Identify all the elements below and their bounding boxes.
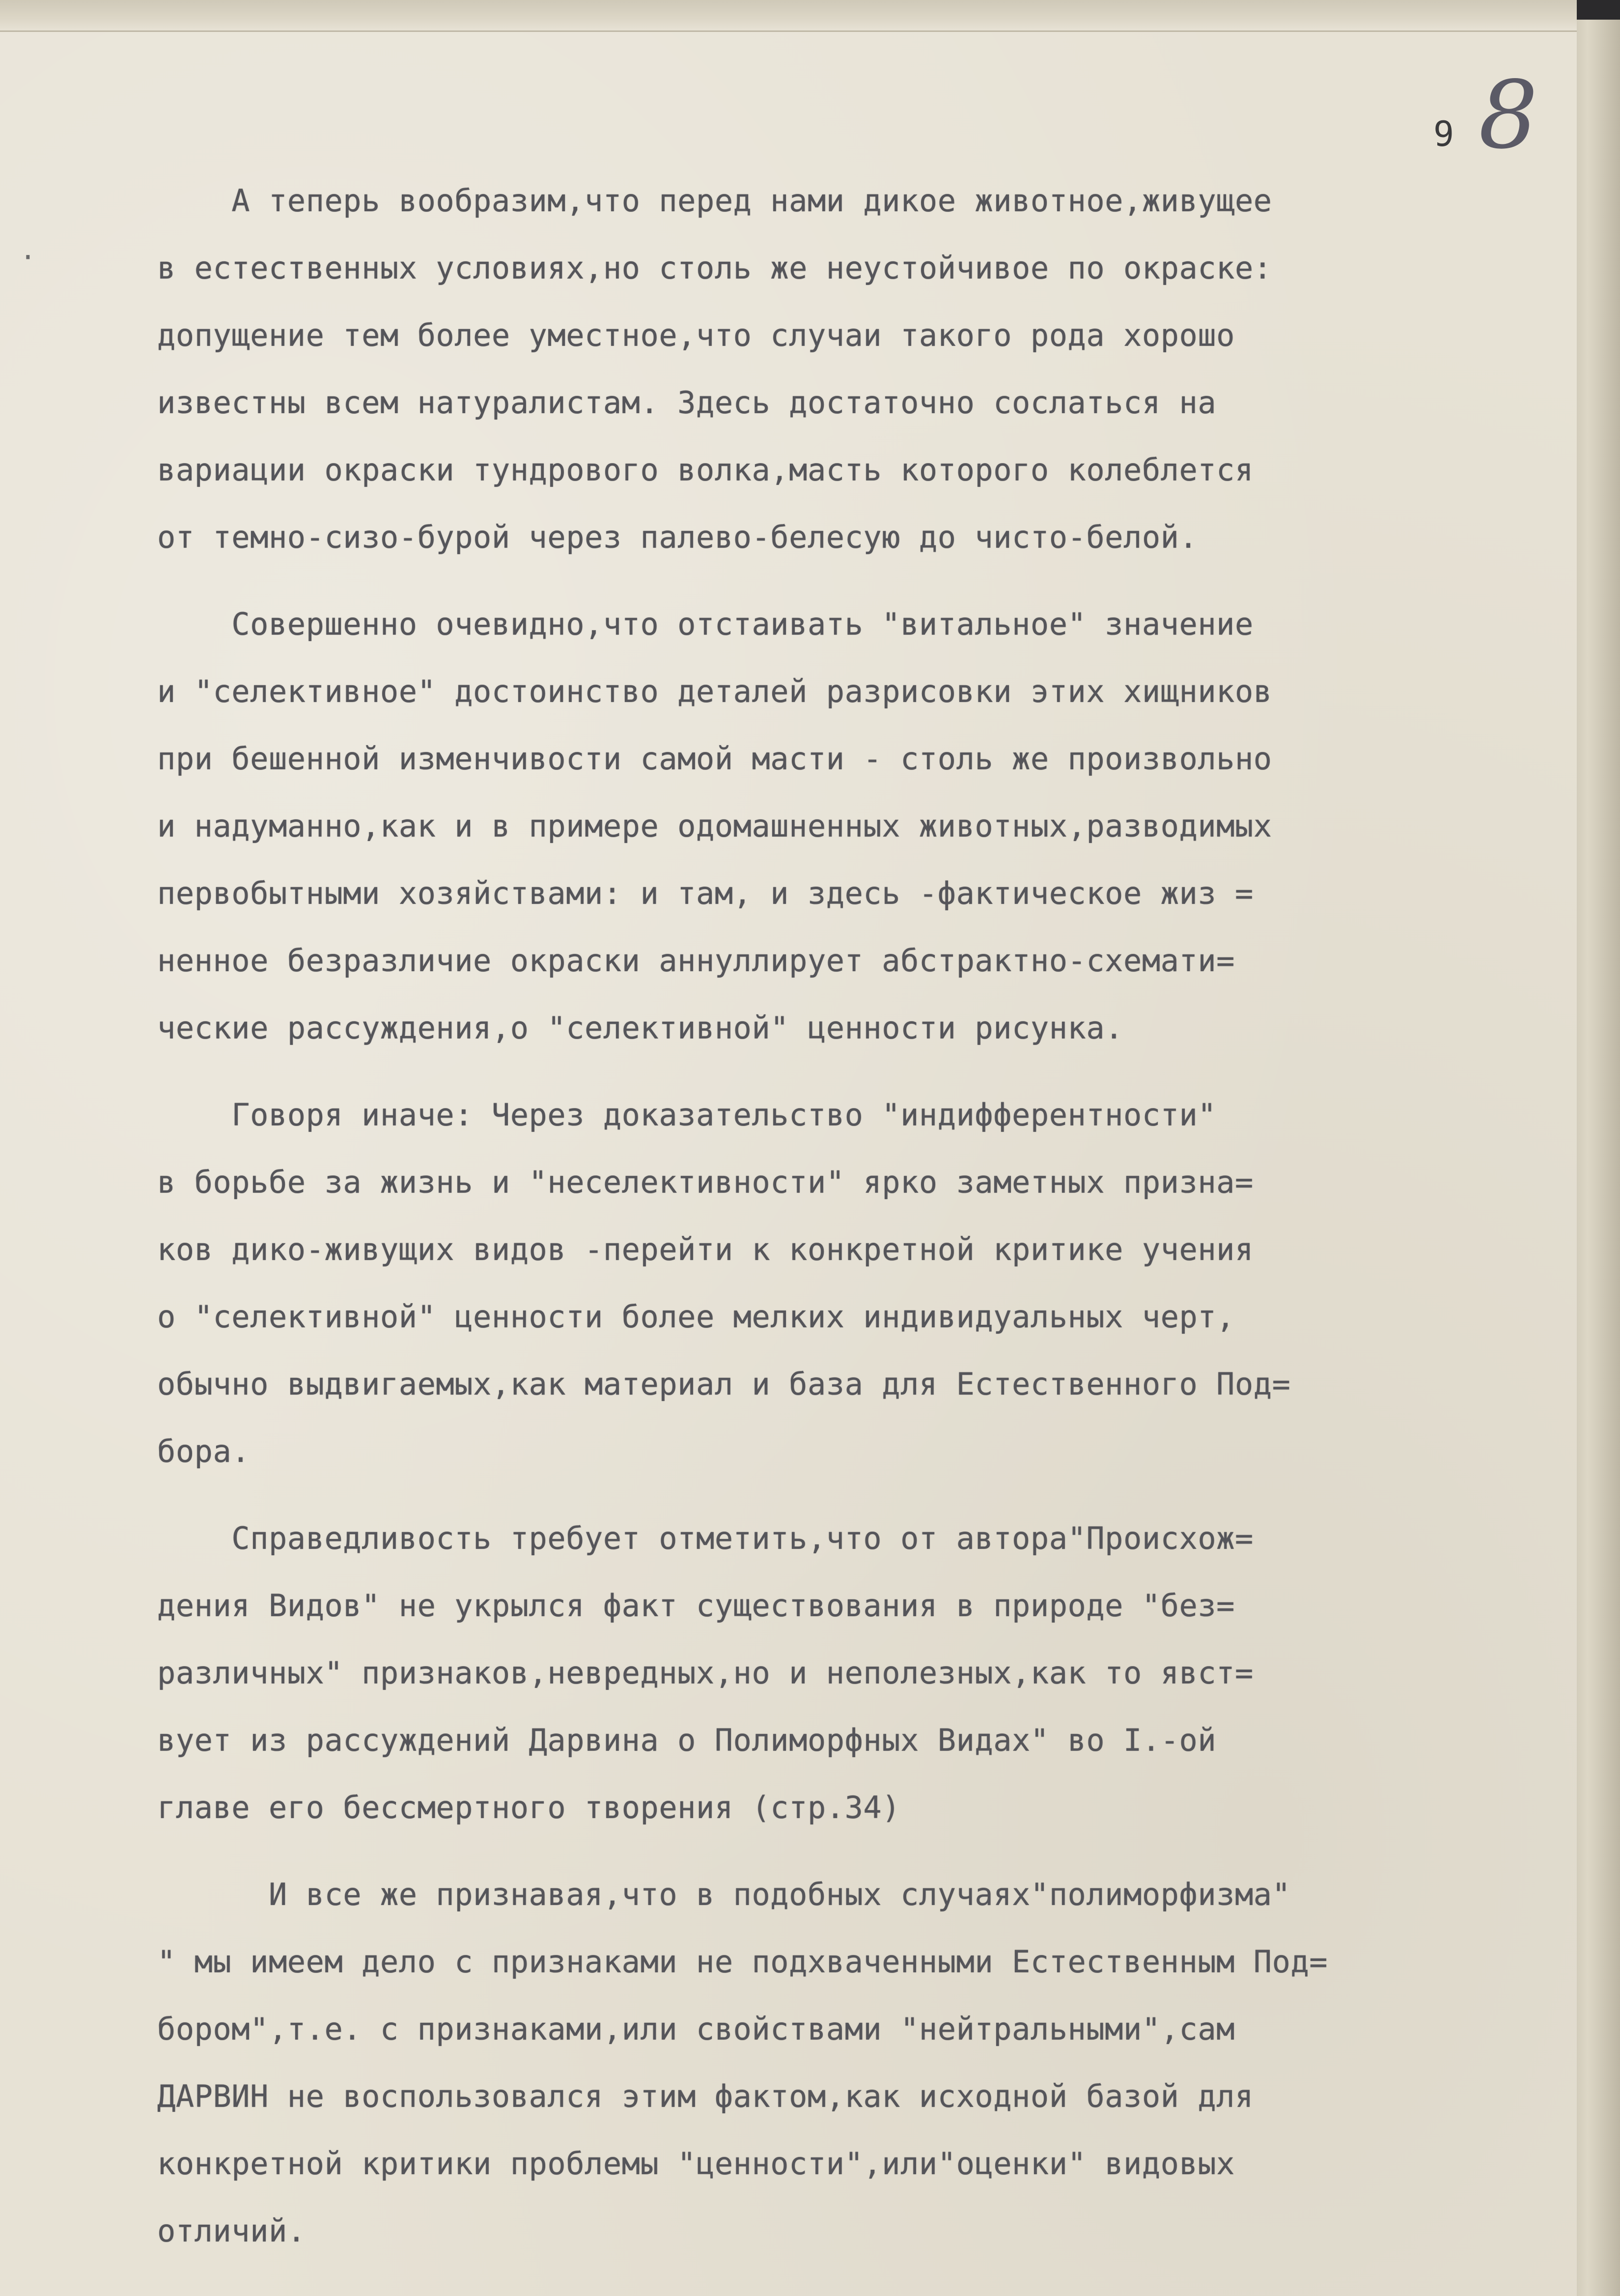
text-line: и "селективное" достоинство деталей разрисовки этих хищников	[157, 673, 1272, 709]
paragraph-5	[157, 1861, 1513, 2265]
text-line: Говоря иначе: Через доказательство "индифферентности"	[157, 1097, 1217, 1133]
text-line: А теперь вообразим,что перед нами дикое животное,живущее	[157, 183, 1272, 219]
handwritten-page-number: 8	[1479, 61, 1538, 169]
text-line: бором",т.е. с признаками,или свойствами "нейтральными",сам	[157, 2011, 1235, 2047]
text-line: главе его бессмертного творения (стр.34)	[157, 1790, 901, 1825]
text-line: Совершенно очевидно,что отстаивать "витальное" значение	[157, 606, 1254, 642]
text-line: о "селективной" ценности более мелких индивидуальных черт,	[157, 1299, 1235, 1335]
text-line: в борьбе за жизнь и "неселективности" ярко заметных призна=	[157, 1164, 1254, 1200]
text-line: И все же признавая,что в подобных случаях"полиморфизма"	[157, 1876, 1291, 1912]
text-line: ДАРВИН не воспользовался этим фактом,как исходной базой для	[157, 2078, 1254, 2114]
text-line: конкретной критики проблемы "ценности",или"оценки" видовых	[157, 2146, 1235, 2182]
text-line: дения Видов" не укрылся факт существования в природе "без=	[157, 1588, 1235, 1624]
text-line: отличий.	[157, 2213, 306, 2249]
paragraph-3	[157, 1081, 1513, 1485]
typed-text-body	[157, 167, 1513, 2265]
margin-mark: ·	[20, 242, 36, 274]
page-number: 9	[1433, 114, 1454, 154]
text-line: ческие рассуждения,о "селективной" ценности рисунка.	[157, 1010, 1124, 1046]
text-line: допущение тем более уместное,что случаи такого рода хорошо	[157, 317, 1235, 353]
paragraph-gap	[157, 1485, 1513, 1505]
text-line: Справедливость требует отметить,что от автора"Происхож=	[157, 1520, 1254, 1556]
text-line: вует из рассуждений Дарвина о Полиморфных Видах" во I.-ой	[157, 1722, 1217, 1758]
sheet-top-edge	[0, 0, 1577, 32]
text-line: в естественных условиях,но столь же неустойчивое по окраске:	[157, 250, 1272, 286]
text-line: известны всем натуралистам. Здесь достаточно сослаться на	[157, 385, 1217, 420]
text-line: обычно выдвигаемых,как материал и база для Естественного Под=	[157, 1366, 1291, 1402]
text-line: от темно-сизо-бурой через палево-белесую до чисто-белой.	[157, 519, 1198, 555]
text-line: ков дико-живущих видов -перейти к конкретной критике учения	[157, 1232, 1254, 1267]
paragraph-gap	[157, 1841, 1513, 1861]
text-line: " мы имеем дело с признаками не подхваченными Естественным Под=	[157, 1944, 1328, 1980]
paragraph-4	[157, 1505, 1513, 1841]
paragraph-2	[157, 590, 1513, 1062]
text-line: первобытными хозяйствами: и там, и здесь -фактическое жиз =	[157, 875, 1254, 911]
paragraph-gap	[157, 571, 1513, 590]
text-line: при бешенной изменчивости самой масти - столь же произвольно	[157, 741, 1272, 777]
text-line: ненное безразличие окраски аннуллирует абстрактно-схемати=	[157, 943, 1235, 979]
paragraph-1	[157, 167, 1513, 571]
text-line: и надуманно,как и в примере одомашненных животных,разводимых	[157, 808, 1272, 844]
text-line: различных" признаков,невредных,но и неполезных,как то явст=	[157, 1655, 1254, 1691]
text-line: вариации окраски тундрового волка,масть которого колеблется	[157, 452, 1254, 488]
paragraph-gap	[157, 1062, 1513, 1081]
text-line: бора.	[157, 1433, 251, 1469]
